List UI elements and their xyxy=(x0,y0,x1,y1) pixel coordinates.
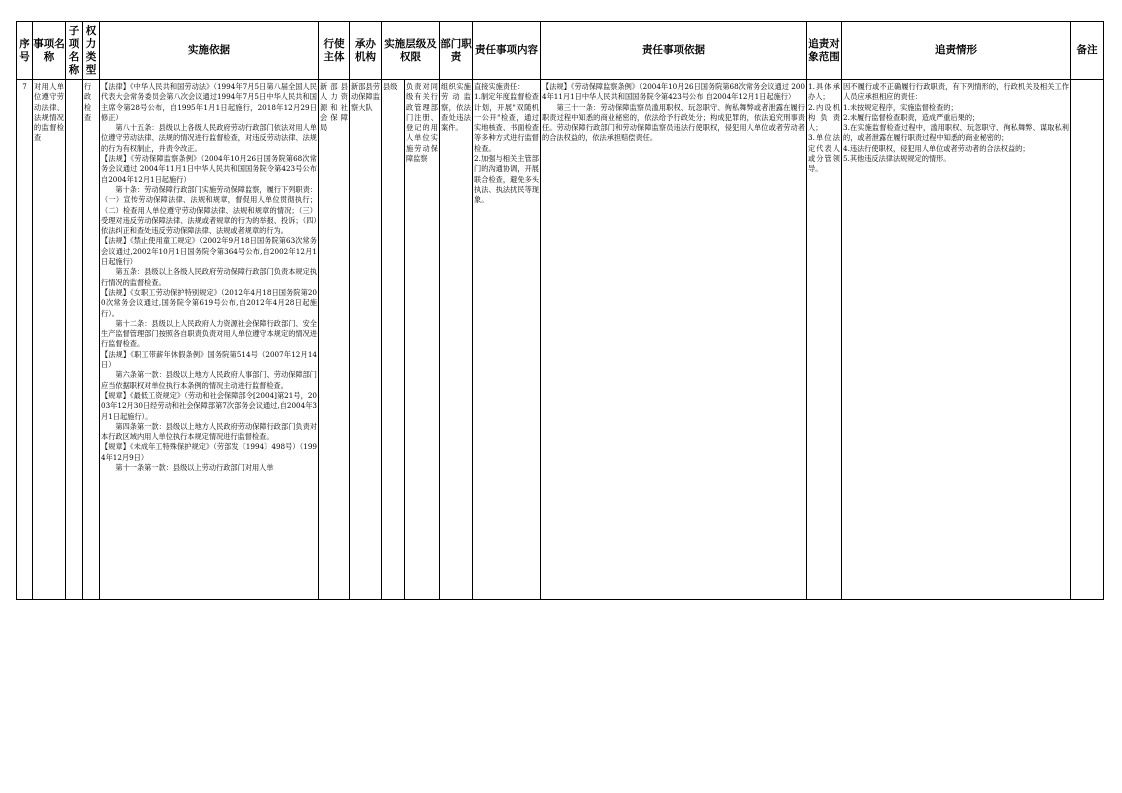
cell-seq: 7 xyxy=(17,80,33,600)
cell-power-type: 行政检查 xyxy=(83,80,100,600)
cell-level-power: 负责对同级有关行政管理部门注册、登记的用人单位实施劳动保障监察 xyxy=(405,80,440,600)
header-scope: 追责对象范围 xyxy=(807,22,842,80)
basis-paragraph: 【规章】《最低工资规定》（劳动和社会保障部令[2004]第21号，2003年12月30日经劳动和社会保障部第7次部务会议通过,自2004年3月1日起施行）。 xyxy=(101,390,317,421)
header-seq: 序号 xyxy=(17,22,33,80)
header-organ: 承办机构 xyxy=(350,22,382,80)
header-dept-duty: 部门职责 xyxy=(440,22,473,80)
table-row xyxy=(17,80,1104,600)
cell-scope: 1.具体承办人； 2.内设机构负责人； 3.单位法定代表人或分管领导。 xyxy=(807,80,842,600)
cell-organ: 新邵县劳动保障监察大队 xyxy=(350,80,382,600)
basis-paragraphs xyxy=(100,80,318,473)
basis-paragraph: 【法律】《中华人民共和国劳动法》（1994年7月5日第八届全国人民代表大会常务委员会第八次会议通过1994年7月5日中华人民共和国主席令第28号公布，自1995年1月1日起施行，2018年12月29日修正） xyxy=(101,82,317,122)
basis-paragraph: 第八十五条：县级以上各级人民政府劳动行政部门依法对用人单位遵守劳动法律、法规的情况进行监督检查，对违反劳动法律、法规的行为有权制止，并责令改正。 xyxy=(101,123,317,153)
cell-dept-duty: 组织实施劳动监察，依法查处违法案件。 xyxy=(440,80,473,600)
cell-level: 县级 xyxy=(382,80,405,600)
basis-paragraph: 【规章】《未成年工特殊保护规定》（劳部发〔1994〕498号）（1994年12月9日） xyxy=(101,442,317,462)
header-sub-item: 子项名称 xyxy=(66,22,83,80)
basis-paragraph: 【法规】《职工带薪年休假条例》国务院第514号（2007年12月14日） xyxy=(101,349,317,370)
cell-item-name: 对用人单位遵守劳动法律、法规情况的监督检查 xyxy=(33,80,66,600)
basis-paragraph: 第十一条第一款：县级以上劳动行政部门对用人单 xyxy=(115,462,274,472)
header-row xyxy=(17,22,1104,80)
header-basis: 实施依据 xyxy=(100,22,319,80)
basis-paragraph: 【法规】《女职工劳动保护特别规定》（2012年4月18日国务院第200次常务会议通过,国务院令第619号公布,自2012年4月28日起施行）。 xyxy=(101,287,317,318)
cell-resp-basis: 【法规】《劳动保障监察条例》（2004年10月26日国务院第68次常务会议通过 2004年11月1日中华人民共和国国务院令第423号公布 自2004年12月1日起施行） 第三十一条：劳动保障监察员滥用职权、玩忽职守、徇私舞弊或者泄露在履行职责过程中知悉的商业秘密的，依法给予行政处分；构成犯罪的，依法追究刑事责任。劳动保障行政部门和劳动保障监察员违法行使职权，侵犯用人单位或者劳动者的合法权益的，依法承担赔偿责任。 xyxy=(541,80,807,600)
basis-paragraph: 【法规】《劳动保障监察条例》（2004年10月26日国务院第68次常务会议通过 2004年11月1日中华人民共和国国务院令第423号公布 自2004年12月1日起施行） xyxy=(101,154,320,184)
basis-paragraph: 第十条：劳动保障行政部门实施劳动保障监察，履行下列职责：（一）宣传劳动保障法律、法规和规章，督促用人单位贯彻执行；（二）检查用人单位遵守劳动保障法律、法规和规章的情况；（三）受理对违反劳动保障法律、法规或者规章的行为的举报、投诉；（四）依法纠正和查处违反劳动保障法律、法规或者规章的行为。 xyxy=(101,184,317,236)
cell-basis xyxy=(100,80,319,600)
header-level: 实施层级及权限 xyxy=(382,22,440,80)
cell-subject: 新邵县人力资源和社会保障局 xyxy=(319,80,350,600)
cell-situation: 因不履行或不正确履行行政职责，有下列情形的，行政机关及相关工作人员应承担相应的责任： 1.未按规定程序，实施监督检查的； 2.未履行监督检查职责，造成严重后果的； 3.在实施监督检查过程中，滥用职权、玩忽职守、徇私舞弊、谋取私利的，或者泄露在履行职责过程中知悉的商业秘密的； 4.违法行使职权，侵犯用人单位或者劳动者的合法权益的； 5.其他违反法律法规规定的情形。 xyxy=(842,80,1071,600)
header-remark: 备注 xyxy=(1071,22,1104,80)
cell-sub-item xyxy=(66,80,83,600)
basis-paragraph: 第十二条：县级以上人民政府人力资源社会保障行政部门、安全生产监督管理部门按照各自职责负责对用人单位遵守本规定的情况进行监督检查。 xyxy=(101,318,317,349)
header-situation: 追责情形 xyxy=(842,22,1071,80)
header-subject: 行使主体 xyxy=(319,22,350,80)
basis-paragraph: 第五条：县级以上各级人民政府劳动保障行政部门负责本规定执行情况的监督检查。 xyxy=(101,267,317,287)
authority-list-table xyxy=(16,21,1104,600)
cell-resp-content: 直接实施责任： 1.制定年度监督检查计划，开展"双随机一公开"检查，通过实地核查、书面检查等多种方式进行监督检查。 2.加强与相关主管部门的沟通协调，开展联合检查，避免多头执法、执法扰民等现象。 xyxy=(473,80,541,600)
header-resp-content: 责任事项内容 xyxy=(473,22,541,80)
header-power-type: 权力类型 xyxy=(83,22,100,80)
basis-paragraph: 第四条第一款：县级以上地方人民政府劳动保障行政部门负责对本行政区域内用人单位执行本规定情况进行监督检查。 xyxy=(101,421,317,442)
basis-paragraph: 第六条第一款：县级以上地方人民政府人事部门、劳动保障部门应当依据职权对单位执行本条例的情况主动进行监督检查。 xyxy=(101,370,317,390)
header-resp-basis: 责任事项依据 xyxy=(541,22,807,80)
header-item-name: 事项名称 xyxy=(33,22,66,80)
basis-paragraph: 【法规】《禁止使用童工规定》（2002年9月18日国务院第63次常务会议通过,2002年10月1日国务院令第364号公布,自2002年12月1日起施行） xyxy=(101,236,317,267)
cell-remark xyxy=(1071,80,1104,600)
